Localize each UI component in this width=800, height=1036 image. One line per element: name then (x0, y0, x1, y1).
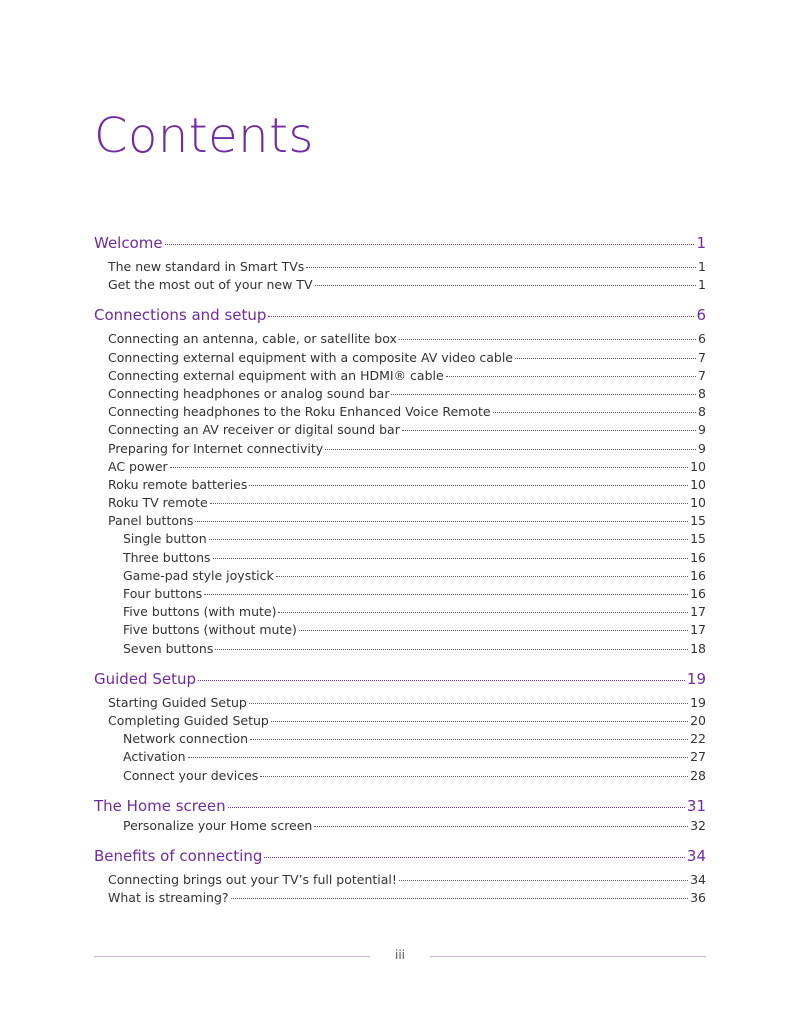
toc-entry-label: Get the most out of your new TV (108, 277, 313, 293)
dot-leader (249, 485, 688, 486)
toc-subentry[interactable] (94, 640, 706, 658)
footer-rule-right (430, 956, 706, 957)
toc-entry-page-number: 32 (690, 817, 706, 833)
toc-entry-label: The new standard in Smart TVs (108, 259, 305, 274)
toc-entry-label: The Home screen (94, 796, 226, 815)
toc-entry-page-number: 8 (698, 404, 706, 420)
toc-entry-label: Game-pad style joystick (123, 567, 274, 583)
toc-entry-label: Panel buttons (108, 513, 194, 529)
toc-subentry[interactable] (94, 530, 706, 548)
toc-entry-page-number: 1 (698, 277, 706, 293)
toc-entry-page-number: 10 (690, 476, 706, 492)
dot-leader (493, 412, 696, 413)
dot-leader (515, 358, 696, 359)
dot-leader (276, 576, 688, 577)
toc-entry-page-number: 16 (690, 549, 706, 565)
dot-leader (204, 594, 688, 595)
toc-entry-page-number: 15 (690, 531, 706, 547)
dot-leader (264, 857, 685, 858)
toc-entry-page-number: 16 (690, 586, 706, 601)
toc-entry[interactable] (94, 330, 706, 348)
toc-entry-label: Connecting an antenna, cable, or satellite box (108, 331, 397, 347)
toc-entry-page-number: 34 (690, 871, 706, 887)
dot-leader (198, 680, 685, 681)
toc-section-heading[interactable] (94, 232, 706, 254)
toc-entry-label: Connecting external equipment with an HDMI® cable (108, 367, 444, 383)
toc-entry-page-number: 7 (698, 349, 706, 365)
toc-entry[interactable] (94, 367, 706, 385)
dot-leader (209, 539, 688, 540)
toc-entry-label: Four buttons (123, 586, 203, 601)
toc-subentry[interactable] (94, 549, 706, 567)
toc-entry-label: Starting Guided Setup (108, 694, 247, 710)
toc-entry-label: Connecting brings out your TV’s full potential! (108, 871, 397, 887)
toc-entry[interactable] (94, 403, 706, 421)
table-of-contents (94, 232, 706, 907)
toc-subentry[interactable] (94, 567, 706, 585)
dot-leader (271, 721, 688, 722)
toc-entry[interactable] (94, 440, 706, 458)
toc-entry-label: Completing Guided Setup (108, 712, 269, 728)
toc-subentry[interactable] (94, 585, 706, 603)
toc-entry[interactable] (94, 694, 706, 712)
toc-section-heading[interactable] (94, 668, 706, 690)
dot-leader (260, 776, 688, 777)
dot-leader (399, 339, 696, 340)
toc-entry-label: Guided Setup (94, 669, 196, 688)
toc-entry-page-number: 17 (690, 622, 706, 638)
toc-entry[interactable] (94, 349, 706, 367)
dot-leader (231, 898, 689, 899)
toc-entry-label: Connections and setup (94, 306, 267, 325)
toc-entry-page-number: 36 (690, 890, 706, 906)
toc-entry-page-number: 1 (696, 234, 706, 252)
toc-entry-page-number: 18 (690, 640, 706, 656)
toc-entry[interactable] (94, 476, 706, 494)
toc-entry-label: Connecting external equipment with a composite AV video cable (108, 349, 513, 365)
toc-entry-label: AC power (108, 458, 168, 474)
toc-entry[interactable] (94, 871, 706, 889)
toc-entry-page-number: 6 (696, 306, 706, 325)
toc-entry-label: Connecting headphones or analog sound bar (108, 385, 390, 401)
toc-entry[interactable] (94, 258, 706, 276)
toc-entry-label: Three buttons (123, 549, 211, 565)
dot-leader (195, 521, 688, 522)
toc-entry-label: Roku TV remote (108, 495, 208, 511)
toc-entry-label: Welcome (94, 234, 163, 252)
page-title: Contents (94, 108, 314, 164)
dot-leader (402, 430, 696, 431)
toc-entry-label: Single button (123, 531, 207, 547)
toc-entry[interactable] (94, 421, 706, 439)
toc-entry-page-number: 16 (690, 567, 706, 583)
toc-section-heading[interactable] (94, 304, 706, 326)
toc-subentry[interactable] (94, 621, 706, 639)
footer-rule-left (94, 956, 370, 957)
toc-entry-label: Seven buttons (123, 640, 214, 656)
dot-leader (399, 880, 688, 881)
toc-entry-page-number: 22 (690, 731, 706, 747)
toc-entry-page-number: 31 (686, 796, 706, 815)
dot-leader (228, 807, 685, 808)
page-number: iii (394, 948, 405, 962)
toc-entry[interactable] (94, 712, 706, 730)
toc-entry[interactable] (94, 458, 706, 476)
toc-entry-page-number: 34 (686, 846, 706, 865)
toc-entry-label: Five buttons (without mute) (123, 622, 297, 638)
toc-entry-label: Preparing for Internet connectivity (108, 440, 324, 456)
toc-entry-page-number: 10 (690, 458, 706, 474)
toc-entry-label: Five buttons (with mute) (123, 604, 277, 620)
toc-entry-page-number: 1 (698, 259, 706, 274)
toc-entry-label: Connect your devices (123, 767, 259, 783)
toc-entry-label: Connecting headphones to the Roku Enhanced Voice Remote (108, 404, 491, 420)
toc-entry-label: What is streaming? (108, 890, 229, 906)
dot-leader (215, 649, 688, 650)
toc-entry-page-number: 27 (690, 749, 706, 765)
dot-leader (268, 316, 694, 317)
dot-leader (306, 267, 696, 268)
toc-entry-label: Network connection (123, 731, 249, 747)
dot-leader (325, 449, 696, 450)
toc-entry-page-number: 15 (690, 513, 706, 529)
toc-entry-page-number: 9 (698, 440, 706, 456)
toc-subentry[interactable] (94, 767, 706, 785)
toc-entry-page-number: 10 (690, 495, 706, 511)
toc-entry-page-number: 9 (698, 422, 706, 438)
toc-subentry[interactable] (94, 603, 706, 621)
toc-entry-page-number: 7 (698, 367, 706, 383)
dot-leader (315, 285, 697, 286)
toc-section-heading[interactable] (94, 845, 706, 867)
dot-leader (446, 376, 696, 377)
toc-entry[interactable] (94, 494, 706, 512)
toc-subentry[interactable] (94, 748, 706, 766)
toc-entry-page-number: 6 (698, 331, 706, 347)
toc-entry[interactable] (94, 385, 706, 403)
dot-leader (299, 630, 688, 631)
dot-leader (213, 558, 689, 559)
dot-leader (391, 394, 696, 395)
dot-leader (210, 503, 688, 504)
toc-entry[interactable] (94, 512, 706, 530)
toc-entry-label: Connecting an AV receiver or digital sound bar (108, 422, 400, 438)
toc-entry-label: Roku remote batteries (108, 476, 248, 492)
toc-entry-page-number: 8 (698, 385, 706, 401)
dot-leader (170, 467, 688, 468)
toc-entry-label: Activation (123, 749, 186, 765)
toc-entry-page-number: 17 (690, 604, 706, 620)
dot-leader (278, 612, 688, 613)
dot-leader (250, 739, 688, 740)
dot-leader (249, 703, 688, 704)
dot-leader (165, 244, 695, 245)
toc-subentry[interactable] (94, 730, 706, 748)
toc-entry-page-number: 19 (686, 669, 706, 688)
toc-entry[interactable] (94, 889, 706, 907)
dot-leader (314, 826, 688, 827)
toc-section-heading[interactable] (94, 795, 706, 817)
toc-subentry[interactable] (94, 817, 706, 835)
toc-entry-page-number: 20 (690, 712, 706, 728)
toc-entry-label: Benefits of connecting (94, 846, 263, 865)
toc-entry-label: Personalize your Home screen (123, 817, 313, 833)
toc-entry-page-number: 19 (690, 694, 706, 710)
dot-leader (188, 757, 689, 758)
toc-entry[interactable] (94, 276, 706, 294)
toc-entry-page-number: 28 (690, 767, 706, 783)
